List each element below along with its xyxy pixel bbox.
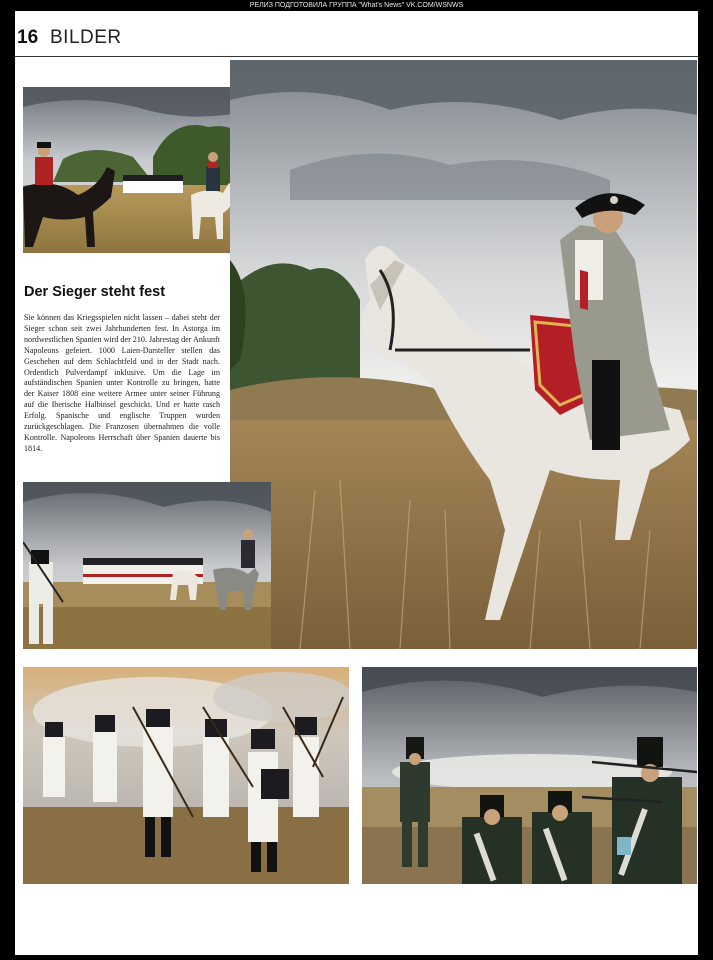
photo-napoleon-horse [230,60,697,649]
article-paragraph: Sie können das Kriegsspielen nicht lassen – dabei steht der Sieger schon seit zwei Jahrhunderten fest. In Astorga im nordwestlichen Spanien wird der 210. Jahrestag der Ankunft Napoleons gefeiert. 1000 Laien-Darsteller stellen das Geschehen auf dem Schlachtfeld und in der Stadt nach. Ordentlich Pulverdampf inklusive. Um die Lage im aufständischen Spanien unter Kontrolle zu bringen, hatte der Kaiser 1808 eine weitere Armee unter seiner Führung auf die Iberische Halbinsel geschickt. Und er hatte rasch Erfolg. Spanische und englische Truppen wurden zurückgeschlagen. Die Franzosen übernahmen die volle Kontrolle. Napoleons Herrschaft über Spanien dauerte bis 1814. [24,313,221,453]
page-number: 16 [17,27,39,48]
header-divider [15,56,698,57]
article-body [24,313,220,455]
magazine-page [15,11,698,955]
photo-riflemen-line [362,667,697,884]
section-title: BILDER [50,27,122,48]
photo-infantry-advance [23,482,271,649]
article-title: Der Sieger steht fest [24,284,166,300]
credit-line: РЕЛИЗ ПОДГОТОВИЛА ГРУППА "What's News" VK.COM/WSNWS [249,2,464,9]
photo-soldiers-smoke [23,667,349,884]
